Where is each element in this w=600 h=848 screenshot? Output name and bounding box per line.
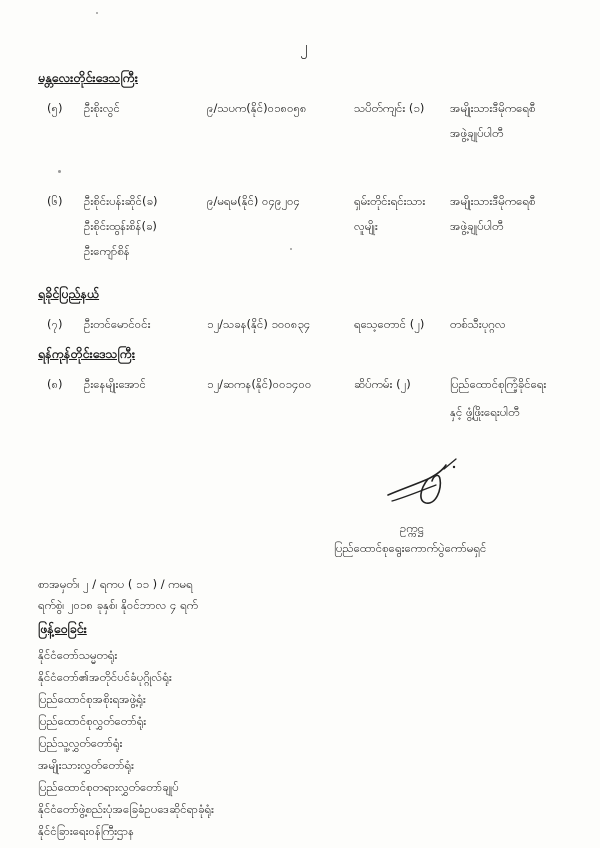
distribution-item: ပြည်ထောင်စုတရားလွှတ်တော်ချုပ် xyxy=(38,780,179,794)
row-number: (၈) xyxy=(47,377,63,391)
page-number: ၂ xyxy=(300,38,308,56)
distribution-item: အမျိုးသားလွှတ်တော်ရုံး xyxy=(38,758,134,772)
row-number: (၆) xyxy=(47,194,63,208)
distribution-item: ပြည်ထောင်စုလွှတ်တော်ရုံး xyxy=(38,714,147,728)
letter-date: ရက်စွဲ၊ ၂၀၁၈ ခုနှစ်၊ နိုဝင်ဘာလ ၄ ရက် xyxy=(38,598,198,612)
signer-title: ပြည်ထောင်စုရွေးကောက်ပွဲကော်မရှင် xyxy=(334,541,487,555)
letter-number: စာအမှတ်၊ ၂ / ရကပ ( ၁၁ ) / ကမရ xyxy=(38,577,193,591)
party-line-2: အဖွဲ့ချုပ်ပါတီ xyxy=(450,219,504,233)
party-line-1: အမျိုးသားဒီမိုကရေစီ xyxy=(450,194,536,208)
distribution-item: နိုင်ငံတော်ဖွဲ့စည်းပုံအခြေခံဥပဒေဆိုင်ရာခုံရုံး xyxy=(38,802,214,816)
candidate-name: ဦးနေမျိုးအောင် xyxy=(84,377,146,391)
constituency: ရသေ့တောင် (၂) xyxy=(354,317,425,331)
signer-line: ဥက္ကဋ္ဌ xyxy=(400,521,424,535)
candidate-name-line-2: ဦးစိုင်းထွန်းစိန်(ခ) xyxy=(84,219,157,233)
nrc-number: ၉/သပက(နိုင်)၀၁၈၀၅၈ xyxy=(207,101,307,115)
scan-speck xyxy=(96,12,98,14)
distribution-item: နိုင်ငံခြားရေးဝန်ကြီးဌာန xyxy=(38,824,135,838)
distribution-item: နိုင်ငံတော်သမ္မတရုံး xyxy=(38,648,118,662)
section-heading-yangon: ရန်ကုန်တိုင်းဒေသကြီး xyxy=(38,346,136,361)
constituency: သပိတ်ကျင်း (၁) xyxy=(354,101,425,115)
distribution-item: ပြည်သူ့လွှတ်တော်ရုံး xyxy=(38,736,123,750)
party-line-1: ပြည်ထောင်စုကြံ့ခိုင်ရေး xyxy=(450,377,547,391)
scan-speck xyxy=(290,248,292,250)
row-number: (၇) xyxy=(47,317,63,331)
party-line-2: အဖွဲ့ချုပ်ပါတီ xyxy=(450,126,504,140)
constituency-line-1: ရှမ်းတိုင်းရင်းသား xyxy=(354,194,426,208)
distribution-heading: ဖြန့်ဝေခြင်း xyxy=(38,621,87,636)
candidate-name: ဦးတင်မောင်ဝင်း xyxy=(84,317,151,331)
nrc-number: ၁၂/ဆကန(နိုင်)၀၀၁၄၀၀ xyxy=(207,377,312,391)
scan-speck xyxy=(58,170,61,173)
party-line-2: နှင့် ဖွံ့ဖြိုးရေးပါတီ xyxy=(450,405,520,419)
handwritten-signature xyxy=(384,455,464,517)
candidate-name-line-1: ဦးစိုင်းပန်းဆိုင်(ခ) xyxy=(84,194,158,208)
constituency-line-2: လူမျိုး xyxy=(354,219,378,233)
candidate-name: ဦးစိုးလွင် xyxy=(84,101,120,115)
candidate-name-line-3: ဦးကျော်စိန် xyxy=(84,244,130,258)
nrc-number: ၉/မရမ(နိုင်) ၀၄၉၂၀၄ xyxy=(207,194,301,208)
nrc-number: ၁၂/သခန(နိုင်) ၁၀၀၈၃၄ xyxy=(207,317,311,331)
section-heading-mandalay: မန္တလေးတိုင်းဒေသကြီး xyxy=(38,70,138,85)
constituency: ဆိပ်ကမ်း (၂) xyxy=(354,377,411,391)
distribution-item: နိုင်ငံတော်၏အတိုင်ပင်ခံပုဂ္ဂိုလ်ရုံး xyxy=(38,670,172,684)
row-number: (၅) xyxy=(47,101,63,115)
party-line-1: တစ်သီးပုဂ္ဂလ xyxy=(450,317,506,331)
party-line-1: အမျိုးသားဒီမိုကရေစီ xyxy=(450,101,536,115)
section-heading-rakhine: ရခိုင်ပြည်နယ် xyxy=(38,286,100,301)
distribution-item: ပြည်ထောင်စုအစိုးရအဖွဲ့ရုံး xyxy=(38,692,146,706)
